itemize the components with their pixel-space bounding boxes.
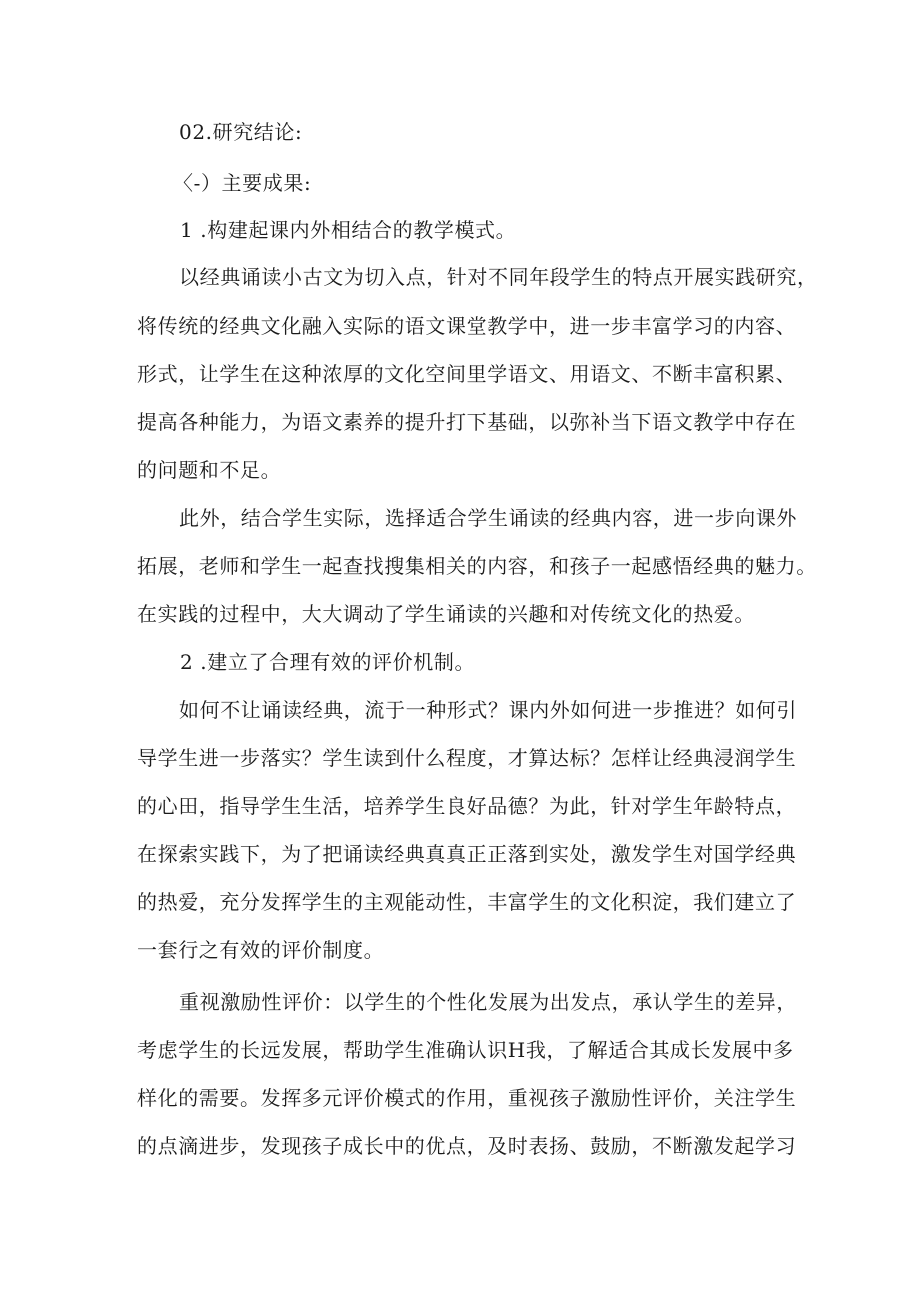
item1-para1-line: 提高各种能力，为语文素养的提升打下基础，以弥补当下语文教学中存在 — [137, 410, 797, 434]
item2-para1-line: 在探索实践下，为了把诵读经典真真正正落到实处，激发学生对国学经典 — [137, 842, 797, 866]
item1-para2-line: 拓展，老师和学生一起查找搜集相关的内容，和孩子一起感悟经典的魅力。 — [137, 554, 817, 578]
item1-para1-line: 的问题和不足。 — [137, 458, 282, 482]
item1-para1-line: 将传统的经典文化融入实际的语文课堂教学中，进一步丰富学习的内容、 — [137, 314, 797, 338]
item2-para2-line: 的点滴进步，发现孩子成长中的优点，及时表扬、鼓励，不断激发起学习 — [137, 1134, 797, 1158]
item1-heading: 1 .构建起课内外相结合的教学模式。 — [180, 218, 517, 242]
item2-para2-line: 样化的需要。发挥多元评价模式的作用，重视孩子激励性评价，关注学生 — [137, 1086, 797, 1110]
item1-para2-line: 此外，结合学生实际，选择适合学生诵读的经典内容，进一步向课外 — [179, 506, 797, 530]
item1-para1-line: 形式，让学生在这种浓厚的文化空间里学语文、用语文、不断丰富积累、 — [137, 362, 797, 386]
item2-heading: 2 .建立了合理有效的评价机制。 — [180, 650, 476, 674]
item1-para1-line: 以经典诵读小古文为切入点，针对不同年段学生的特点开展实践研究， — [179, 265, 818, 289]
item2-para1-line: 如何不让诵读经典，流于一种形式？课内外如何进一步推进？如何引 — [179, 698, 797, 722]
item2-para1-line: 导学生进一步落实？学生读到什么程度，才算达标？怎样让经典浸润学生 — [137, 746, 797, 770]
item2-para1-line: 的热爱，充分发挥学生的主观能动性，丰富学生的文化积淀，我们建立了 — [137, 890, 797, 914]
item1-para2-line: 在实践的过程中，大大调动了学生诵读的兴趣和对传统文化的热爱。 — [137, 602, 755, 626]
item2-para1-line: 一套行之有效的评价制度。 — [137, 938, 385, 962]
item2-para1-line: 的心田，指导学生生活，培养学生良好品德？为此，针对学生年龄特点， — [137, 794, 797, 818]
item2-para2-line: 重视激励性评价：以学生的个性化发展为出发点，承认学生的差异， — [179, 990, 797, 1014]
subsection-title: 〈-）主要成果: — [173, 171, 312, 195]
item2-para2-line: 考虑学生的长远发展，帮助学生准确认识H我，了解适合其成长发展中多 — [137, 1038, 794, 1062]
section-title: 02.研究结论: — [179, 120, 303, 144]
